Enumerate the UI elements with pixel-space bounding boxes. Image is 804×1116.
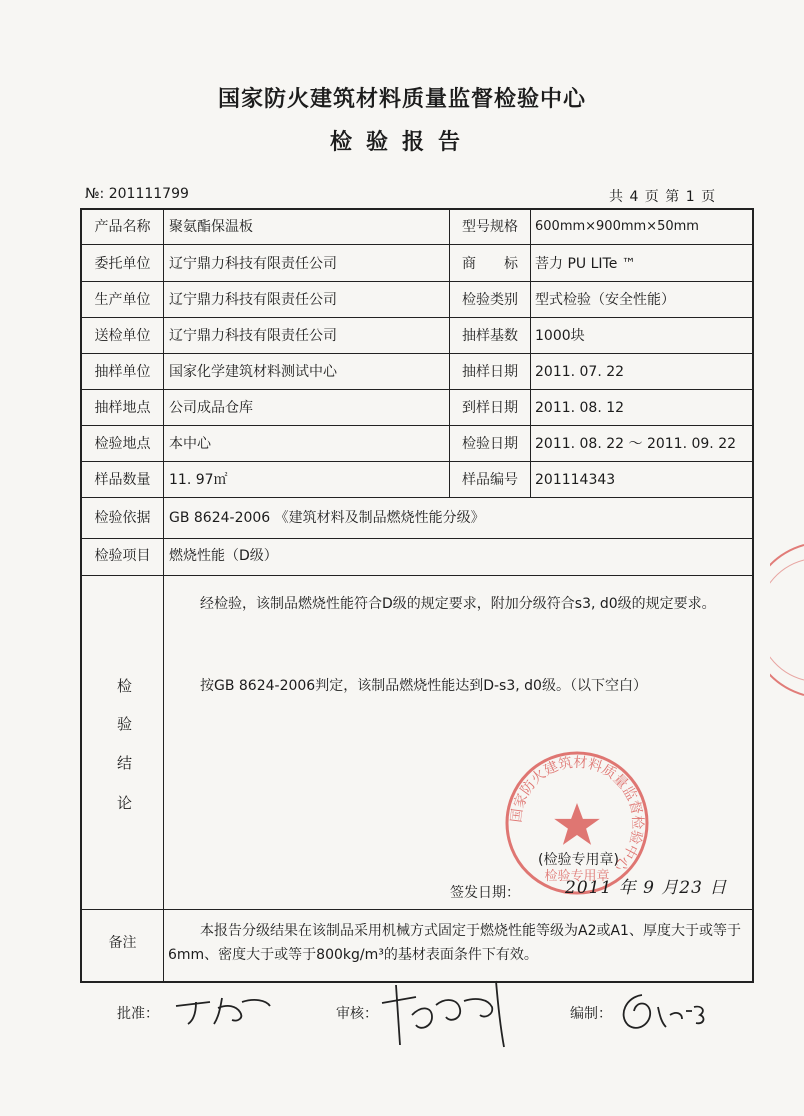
org-title: 国家防火建筑材料质量监督检验中心: [217, 87, 586, 112]
compiler-signature: [612, 985, 722, 1035]
value-test-item: 燃烧性能（D级）: [169, 548, 278, 564]
sign-date-label: 签发日期：: [450, 885, 520, 901]
label-sampling-base: 抽样基数: [462, 328, 518, 344]
value-sampling-date: 2011. 07. 22: [535, 364, 625, 380]
label-remarks: 备注: [108, 935, 137, 951]
label-test-item: 检验项目: [94, 548, 151, 564]
label-sampling-site: 抽样地点: [94, 400, 151, 416]
value-trademark: 菩力 PU LITe ™: [535, 256, 636, 272]
conclusion-paragraph-1: 经检验，该制品燃烧性能符合D级的规定要求，附加分级符合s3, d0级的规定要求。: [200, 596, 716, 612]
label-arrival-date: 到样日期: [462, 400, 518, 416]
inspection-seal: [502, 748, 652, 898]
value-sampling-site: 公司成品仓库: [169, 400, 253, 416]
reviewer-signature: [376, 975, 526, 1050]
conclusion-label-char: 结: [117, 754, 133, 772]
label-sample-qty: 样品数量: [94, 472, 151, 488]
label-manufacturer: 生产单位: [94, 292, 151, 308]
value-submitter: 辽宁鼎力科技有限责任公司: [169, 328, 337, 344]
value-sample-qty: 11. 97㎡: [169, 472, 228, 488]
conclusion-label-char: 验: [117, 715, 133, 733]
value-test-type: 型式检验（安全性能）: [535, 292, 675, 308]
conclusion-label-char: 检: [117, 677, 133, 695]
review-label: 审核：: [336, 1006, 378, 1022]
value-sample-no: 201114343: [535, 472, 616, 488]
approve-label: 批准：: [117, 1006, 159, 1022]
label-client: 委托单位: [94, 256, 151, 272]
label-test-type: 检验类别: [462, 292, 518, 308]
label-sample-no: 样品编号: [462, 472, 518, 488]
label-model-spec: 型号规格: [462, 219, 518, 235]
value-sampling-base: 1000块: [535, 328, 585, 344]
stamp-note: (检验专用章): [538, 852, 619, 868]
compile-label: 编制：: [570, 1006, 612, 1022]
seal-bottom-text: 检验专用章: [544, 869, 610, 884]
value-product-name: 聚氨酯保温板: [169, 219, 253, 235]
value-test-site: 本中心: [169, 436, 211, 452]
sign-date: 2011 年 9 月23 日: [565, 878, 728, 898]
value-model-spec: 600mm×900mm×50mm: [535, 219, 699, 234]
label-test-site: 检验地点: [94, 436, 151, 452]
conclusion-label-char: 论: [117, 794, 133, 812]
seal-ring-text: 国家防火建筑材料质量监督检验中心: [508, 754, 646, 874]
label-trademark: 商 标: [462, 256, 518, 272]
value-test-date: 2011. 08. 22 ～ 2011. 09. 22: [535, 436, 737, 452]
partial-seal-edge: [770, 540, 804, 700]
report-number: №: 201111799: [85, 186, 189, 202]
label-test-date: 检验日期: [462, 436, 518, 452]
label-product-name: 产品名称: [94, 219, 151, 235]
value-arrival-date: 2011. 08. 12: [535, 400, 625, 416]
approver-signature: [170, 990, 280, 1030]
label-sampling-unit: 抽样单位: [94, 364, 151, 380]
value-basis: GB 8624-2006 《建筑材料及制品燃烧性能分级》: [169, 510, 485, 526]
value-sampling-unit: 国家化学建筑材料测试中心: [169, 364, 337, 380]
label-submitter: 送检单位: [94, 328, 151, 344]
value-client: 辽宁鼎力科技有限责任公司: [169, 256, 337, 272]
remarks-text: 本报告分级结果在该制品采用机械方式固定于燃烧性能等级为A2或A1、厚度大于或等于6mm、密度大于或等于800kg/m³的基材表面条件下有效。: [168, 923, 741, 963]
label-sampling-date: 抽样日期: [462, 364, 518, 380]
page-count: 共 4 页 第 1 页: [609, 189, 717, 205]
conclusion-paragraph-2: 按GB 8624-2006判定，该制品燃烧性能达到D-s3, d0级。（以下空白）: [200, 678, 647, 694]
value-manufacturer: 辽宁鼎力科技有限责任公司: [169, 292, 337, 308]
label-basis: 检验依据: [94, 510, 151, 526]
document-title: 检验报告: [329, 130, 474, 155]
